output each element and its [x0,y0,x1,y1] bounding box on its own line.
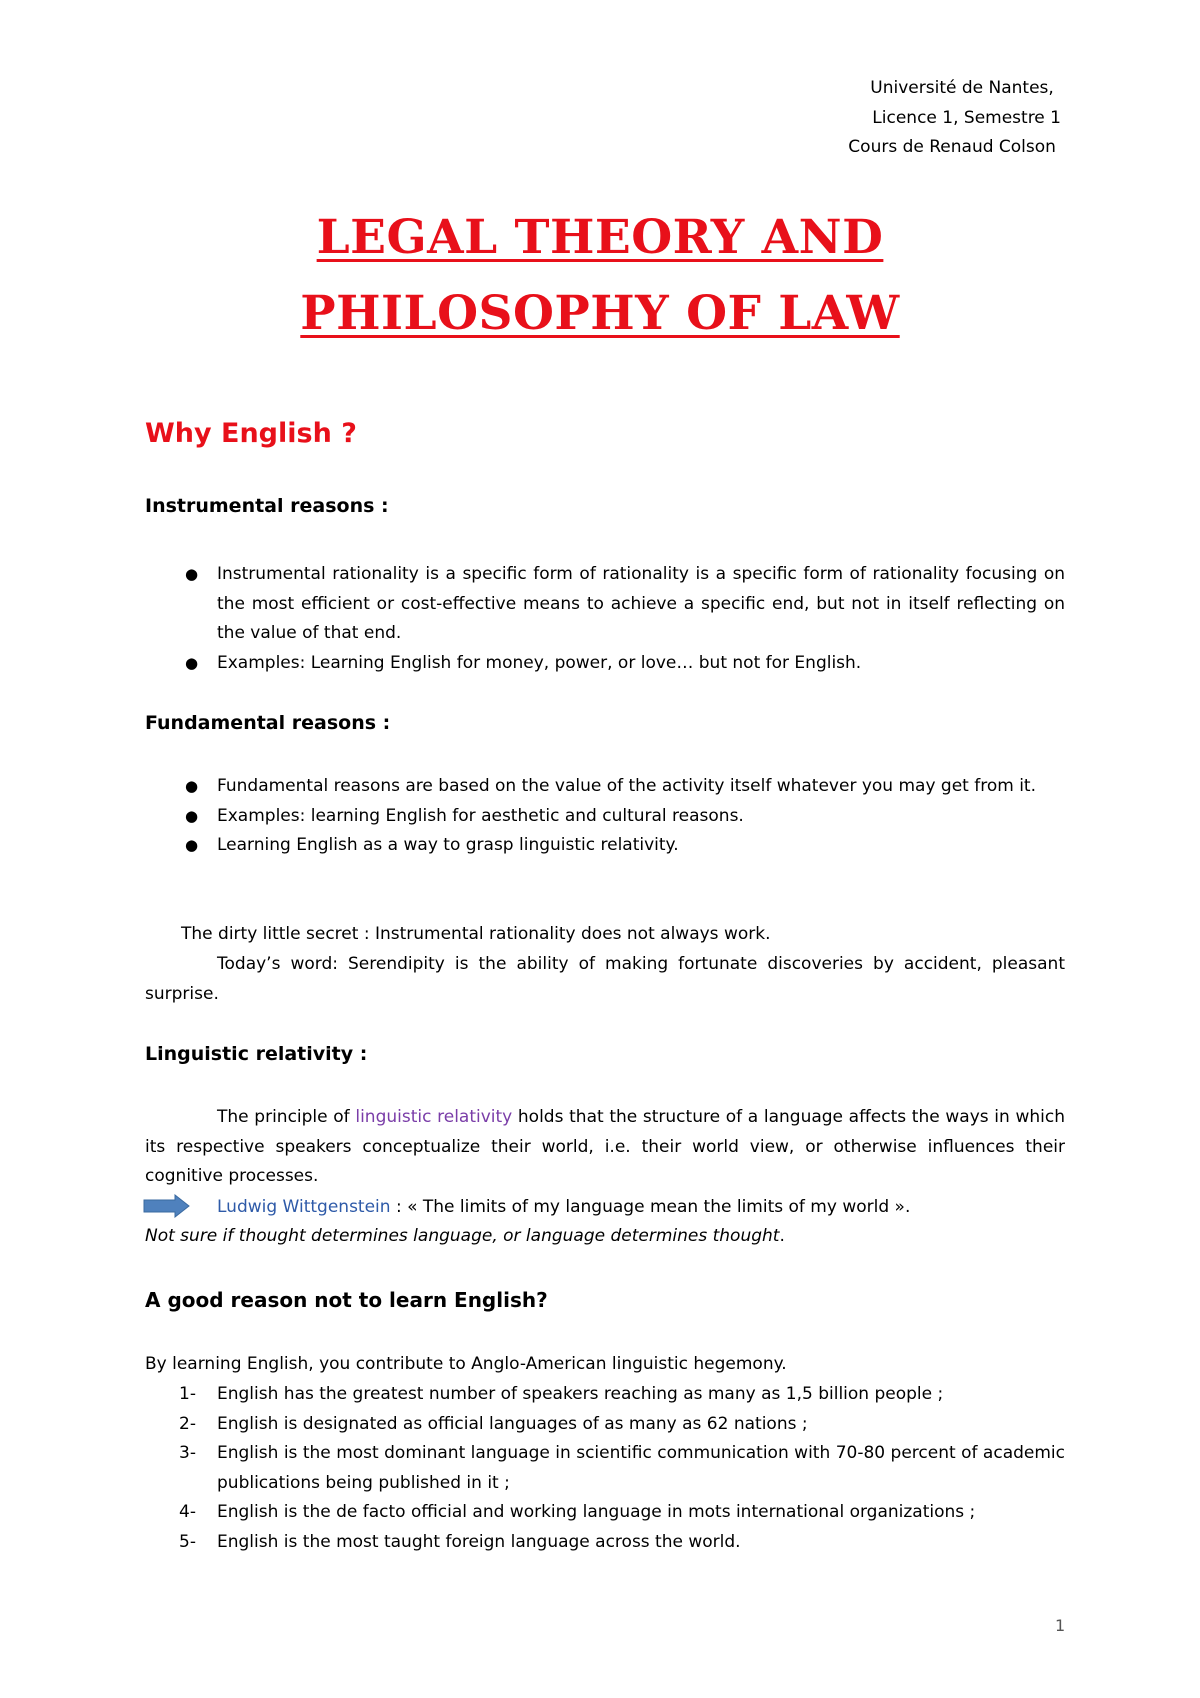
instrumental-heading: Instrumental reasons : [145,495,389,517]
list-item: ● Examples: Learning English for money, power, or love… but not for English. [145,649,1065,679]
title-line-1: LEGAL THEORY AND [316,210,884,265]
todays-word: Today’s word: Serendipity is the ability of making fortunate discoveries by accident, pleasant surprise. [145,954,1065,1004]
list-item: 5- English is the most taught foreign language across the world. [179,1531,741,1552]
list-item: ● Learning English as a way to grasp linguistic relativity. [145,831,1065,861]
linguistic-relativity-link[interactable]: linguistic relativity [355,1107,513,1127]
thought-language-line: Not sure if thought determines language, or language determines thought. [145,1226,785,1246]
licence-line: Licence 1, Semestre 1 [872,107,1061,128]
secret-line: The dirty little secret : Instrumental rationality does not always work. [181,924,771,944]
university-line: Université de Nantes, [870,78,1054,98]
wittgenstein-quote: Ludwig Wittgenstein : « The limits of my language mean the limits of my world ». [217,1197,911,1217]
bullet-icon: ● [185,806,199,825]
list-item: 2- English is designated as official languages of as many as 62 nations ; [179,1413,808,1434]
page-number: 1 [1055,1616,1066,1635]
bullet-icon: ● [185,777,199,795]
bullet-icon: ● [185,653,199,672]
bullet-icon: ● [185,836,199,854]
list-item: 3- English is the most dominant language in scientific communication with 70-80 percent of academic publications being published in it ; [179,1443,1065,1493]
wittgenstein-author: Ludwig Wittgenstein [217,1197,391,1217]
good-reason-intro: By learning English, you contribute to Anglo-American linguistic hegemony. [145,1354,787,1374]
good-reason-heading: A good reason not to learn English? [145,1288,548,1312]
fundamental-list [145,772,1065,861]
list-item: ● Fundamental reasons are based on the value of the activity itself whatever you may get from it. [145,772,1065,802]
page-title [0,200,1200,352]
list-item: ● Examples: learning English for aesthetic and cultural reasons. [145,802,1065,832]
linguistic-heading: Linguistic relativity : [145,1043,368,1065]
title-line-2: PHILOSOPHY OF LAW [300,286,900,341]
bullet-icon: ● [185,565,199,583]
instrumental-list [145,560,1065,678]
list-item: ● Instrumental rationality is a specific form of rationality is a specific form of rationality focusing on the most efficient or cost-effective means to achieve a specific end, but not in itself reflecting on the value of that end. [145,560,1065,649]
list-item: 1- English has the greatest number of speakers reaching as many as 1,5 billion people ; [179,1384,944,1404]
list-item: 4- English is the de facto official and working language in mots international organizations ; [179,1502,976,1522]
course-line: Cours de Renaud Colson [848,137,1056,157]
why-english-heading: Why English ? [145,418,357,449]
linguistic-paragraph: The principle of linguistic relativity holds that the structure of a language affects the ways in which its respective speakers conceptualize their world, i.e. their world view, or otherwise influences their cognitive processes. [145,1107,1065,1186]
good-reason-list [145,1380,1065,1557]
fundamental-heading: Fundamental reasons : [145,712,391,734]
course-header [848,74,1061,163]
